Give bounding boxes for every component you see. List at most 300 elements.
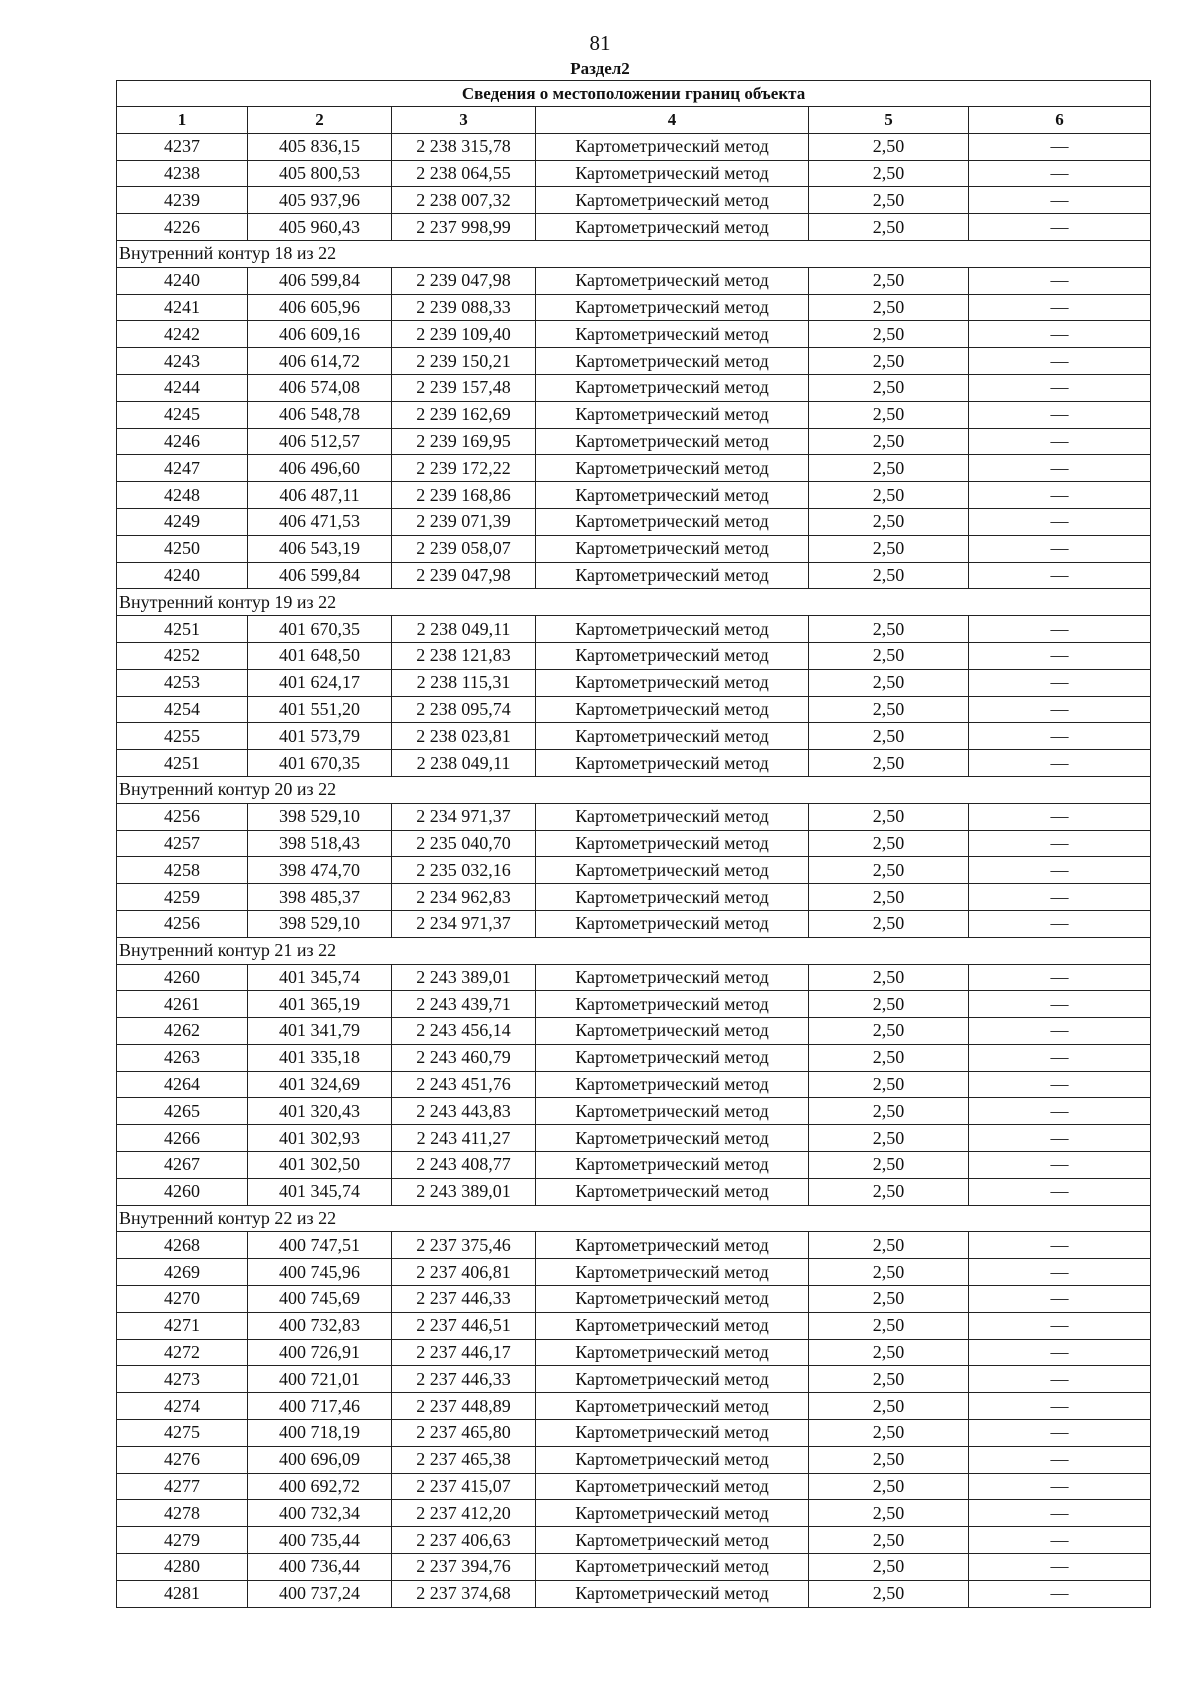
y-coordinate-cell: 2 238 049,11	[392, 750, 536, 777]
accuracy-cell: 2,50	[809, 1178, 969, 1205]
accuracy-cell: 2,50	[809, 1232, 969, 1259]
point-number-cell: 4274	[117, 1393, 248, 1420]
description-cell: —	[969, 160, 1151, 187]
accuracy-cell: 2,50	[809, 1366, 969, 1393]
table-row	[117, 1312, 1151, 1339]
x-coordinate-cell: 406 471,53	[248, 508, 392, 535]
point-number-cell: 4253	[117, 669, 248, 696]
x-coordinate-cell: 406 599,84	[248, 267, 392, 294]
y-coordinate-cell: 2 237 446,33	[392, 1286, 536, 1313]
point-number-cell: 4260	[117, 1178, 248, 1205]
y-coordinate-cell: 2 237 394,76	[392, 1554, 536, 1581]
y-coordinate-cell: 2 243 460,79	[392, 1044, 536, 1071]
x-coordinate-cell: 398 529,10	[248, 910, 392, 937]
accuracy-cell: 2,50	[809, 1420, 969, 1447]
accuracy-cell: 2,50	[809, 723, 969, 750]
table-row	[117, 455, 1151, 482]
method-cell: Картометрический метод	[536, 1125, 809, 1152]
description-cell: —	[969, 723, 1151, 750]
description-cell: —	[969, 1554, 1151, 1581]
point-number-cell: 4261	[117, 991, 248, 1018]
accuracy-cell: 2,50	[809, 294, 969, 321]
table-row	[117, 830, 1151, 857]
x-coordinate-cell: 406 543,19	[248, 535, 392, 562]
method-cell: Картометрический метод	[536, 562, 809, 589]
column-header: 5	[809, 107, 969, 134]
description-cell: —	[969, 214, 1151, 241]
y-coordinate-cell: 2 238 095,74	[392, 696, 536, 723]
x-coordinate-cell: 406 487,11	[248, 482, 392, 509]
point-number-cell: 4251	[117, 750, 248, 777]
description-cell: —	[969, 910, 1151, 937]
method-cell: Картометрический метод	[536, 750, 809, 777]
point-number-cell: 4252	[117, 642, 248, 669]
point-number-cell: 4263	[117, 1044, 248, 1071]
description-cell: —	[969, 455, 1151, 482]
contour-header-row	[117, 589, 1151, 616]
point-number-cell: 4240	[117, 562, 248, 589]
point-number-cell: 4275	[117, 1420, 248, 1447]
table-row	[117, 964, 1151, 991]
method-cell: Картометрический метод	[536, 1554, 809, 1581]
method-cell: Картометрический метод	[536, 830, 809, 857]
point-number-cell: 4257	[117, 830, 248, 857]
table-row	[117, 1071, 1151, 1098]
accuracy-cell: 2,50	[809, 401, 969, 428]
column-header: 4	[536, 107, 809, 134]
description-cell: —	[969, 1018, 1151, 1045]
description-cell: —	[969, 1366, 1151, 1393]
description-cell: —	[969, 1420, 1151, 1447]
point-number-cell: 4270	[117, 1286, 248, 1313]
method-cell: Картометрический метод	[536, 1098, 809, 1125]
description-cell: —	[969, 964, 1151, 991]
accuracy-cell: 2,50	[809, 374, 969, 401]
accuracy-cell: 2,50	[809, 1580, 969, 1607]
y-coordinate-cell: 2 243 451,76	[392, 1071, 536, 1098]
x-coordinate-cell: 400 717,46	[248, 1393, 392, 1420]
x-coordinate-cell: 400 721,01	[248, 1366, 392, 1393]
x-coordinate-cell: 405 836,15	[248, 133, 392, 160]
method-cell: Картометрический метод	[536, 348, 809, 375]
accuracy-cell: 2,50	[809, 750, 969, 777]
description-cell: —	[969, 1473, 1151, 1500]
method-cell: Картометрический метод	[536, 616, 809, 643]
contour-header-row	[117, 1205, 1151, 1232]
y-coordinate-cell: 2 239 150,21	[392, 348, 536, 375]
y-coordinate-cell: 2 234 962,83	[392, 884, 536, 911]
x-coordinate-cell: 406 599,84	[248, 562, 392, 589]
method-cell: Картометрический метод	[536, 1259, 809, 1286]
method-cell: Картометрический метод	[536, 1312, 809, 1339]
y-coordinate-cell: 2 234 971,37	[392, 910, 536, 937]
contour-header-row	[117, 240, 1151, 267]
method-cell: Картометрический метод	[536, 455, 809, 482]
page-number: 81	[589, 31, 611, 55]
accuracy-cell: 2,50	[809, 1312, 969, 1339]
description-cell: —	[969, 267, 1151, 294]
description-cell: —	[969, 321, 1151, 348]
table-row	[117, 1473, 1151, 1500]
y-coordinate-cell: 2 234 971,37	[392, 803, 536, 830]
x-coordinate-cell: 406 614,72	[248, 348, 392, 375]
contour-label: Внутренний контур 20 из 22	[117, 776, 1151, 803]
description-cell: —	[969, 857, 1151, 884]
x-coordinate-cell: 401 341,79	[248, 1018, 392, 1045]
method-cell: Картометрический метод	[536, 1473, 809, 1500]
method-cell: Картометрический метод	[536, 669, 809, 696]
x-coordinate-cell: 400 735,44	[248, 1527, 392, 1554]
point-number-cell: 4249	[117, 508, 248, 535]
description-cell: —	[969, 830, 1151, 857]
point-number-cell: 4247	[117, 455, 248, 482]
accuracy-cell: 2,50	[809, 187, 969, 214]
accuracy-cell: 2,50	[809, 1554, 969, 1581]
point-number-cell: 4277	[117, 1473, 248, 1500]
method-cell: Картометрический метод	[536, 857, 809, 884]
accuracy-cell: 2,50	[809, 1446, 969, 1473]
description-cell: —	[969, 482, 1151, 509]
y-coordinate-cell: 2 243 389,01	[392, 1178, 536, 1205]
point-number-cell: 4256	[117, 910, 248, 937]
accuracy-cell: 2,50	[809, 455, 969, 482]
point-number-cell: 4243	[117, 348, 248, 375]
accuracy-cell: 2,50	[809, 562, 969, 589]
contour-label: Внутренний контур 18 из 22	[117, 240, 1151, 267]
y-coordinate-cell: 2 237 415,07	[392, 1473, 536, 1500]
description-cell: —	[969, 187, 1151, 214]
point-number-cell: 4226	[117, 214, 248, 241]
y-coordinate-cell: 2 243 411,27	[392, 1125, 536, 1152]
x-coordinate-cell: 400 732,34	[248, 1500, 392, 1527]
table-row	[117, 1500, 1151, 1527]
point-number-cell: 4279	[117, 1527, 248, 1554]
x-coordinate-cell: 401 320,43	[248, 1098, 392, 1125]
contour-label: Внутренний контур 19 из 22	[117, 589, 1151, 616]
y-coordinate-cell: 2 243 408,77	[392, 1152, 536, 1179]
accuracy-cell: 2,50	[809, 214, 969, 241]
column-number-row	[117, 107, 1151, 134]
method-cell: Картометрический метод	[536, 508, 809, 535]
table-row	[117, 428, 1151, 455]
column-header: 3	[392, 107, 536, 134]
method-cell: Картометрический метод	[536, 1178, 809, 1205]
method-cell: Картометрический метод	[536, 1500, 809, 1527]
description-cell: —	[969, 1152, 1151, 1179]
description-cell: —	[969, 348, 1151, 375]
x-coordinate-cell: 398 518,43	[248, 830, 392, 857]
accuracy-cell: 2,50	[809, 1071, 969, 1098]
table-row	[117, 1580, 1151, 1607]
table-row	[117, 723, 1151, 750]
description-cell: —	[969, 374, 1151, 401]
method-cell: Картометрический метод	[536, 187, 809, 214]
point-number-cell: 4241	[117, 294, 248, 321]
point-number-cell: 4271	[117, 1312, 248, 1339]
method-cell: Картометрический метод	[536, 642, 809, 669]
point-number-cell: 4265	[117, 1098, 248, 1125]
method-cell: Картометрический метод	[536, 401, 809, 428]
table-row	[117, 133, 1151, 160]
accuracy-cell: 2,50	[809, 1286, 969, 1313]
x-coordinate-cell: 400 726,91	[248, 1339, 392, 1366]
accuracy-cell: 2,50	[809, 964, 969, 991]
table-row	[117, 1527, 1151, 1554]
x-coordinate-cell: 401 670,35	[248, 750, 392, 777]
description-cell: —	[969, 428, 1151, 455]
table-row	[117, 508, 1151, 535]
description-cell: —	[969, 1312, 1151, 1339]
method-cell: Картометрический метод	[536, 294, 809, 321]
table-row	[117, 1339, 1151, 1366]
y-coordinate-cell: 2 237 412,20	[392, 1500, 536, 1527]
point-number-cell: 4238	[117, 160, 248, 187]
y-coordinate-cell: 2 237 446,51	[392, 1312, 536, 1339]
table-row	[117, 1125, 1151, 1152]
description-cell: —	[969, 803, 1151, 830]
accuracy-cell: 2,50	[809, 1500, 969, 1527]
point-number-cell: 4278	[117, 1500, 248, 1527]
point-number-cell: 4264	[117, 1071, 248, 1098]
y-coordinate-cell: 2 239 047,98	[392, 562, 536, 589]
y-coordinate-cell: 2 239 157,48	[392, 374, 536, 401]
x-coordinate-cell: 406 605,96	[248, 294, 392, 321]
accuracy-cell: 2,50	[809, 1098, 969, 1125]
description-cell: —	[969, 133, 1151, 160]
description-cell: —	[969, 508, 1151, 535]
table-row	[117, 267, 1151, 294]
method-cell: Картометрический метод	[536, 696, 809, 723]
description-cell: —	[969, 1527, 1151, 1554]
y-coordinate-cell: 2 238 121,83	[392, 642, 536, 669]
method-cell: Картометрический метод	[536, 1018, 809, 1045]
x-coordinate-cell: 406 548,78	[248, 401, 392, 428]
x-coordinate-cell: 401 365,19	[248, 991, 392, 1018]
x-coordinate-cell: 400 696,09	[248, 1446, 392, 1473]
method-cell: Картометрический метод	[536, 214, 809, 241]
method-cell: Картометрический метод	[536, 1420, 809, 1447]
table-header	[117, 81, 1151, 134]
table-body	[117, 133, 1151, 1607]
method-cell: Картометрический метод	[536, 160, 809, 187]
table-row	[117, 1420, 1151, 1447]
y-coordinate-cell: 2 238 049,11	[392, 616, 536, 643]
point-number-cell: 4258	[117, 857, 248, 884]
point-number-cell: 4251	[117, 616, 248, 643]
y-coordinate-cell: 2 235 032,16	[392, 857, 536, 884]
x-coordinate-cell: 401 302,50	[248, 1152, 392, 1179]
description-cell: —	[969, 1500, 1151, 1527]
x-coordinate-cell: 405 960,43	[248, 214, 392, 241]
description-cell: —	[969, 1393, 1151, 1420]
y-coordinate-cell: 2 239 058,07	[392, 535, 536, 562]
accuracy-cell: 2,50	[809, 1259, 969, 1286]
y-coordinate-cell: 2 237 448,89	[392, 1393, 536, 1420]
table-row	[117, 482, 1151, 509]
y-coordinate-cell: 2 243 439,71	[392, 991, 536, 1018]
method-cell: Картометрический метод	[536, 910, 809, 937]
point-number-cell: 4254	[117, 696, 248, 723]
description-cell: —	[969, 669, 1151, 696]
y-coordinate-cell: 2 237 465,80	[392, 1420, 536, 1447]
method-cell: Картометрический метод	[536, 1446, 809, 1473]
table-row	[117, 321, 1151, 348]
y-coordinate-cell: 2 237 446,17	[392, 1339, 536, 1366]
contour-label: Внутренний контур 22 из 22	[117, 1205, 1151, 1232]
accuracy-cell: 2,50	[809, 669, 969, 696]
method-cell: Картометрический метод	[536, 1580, 809, 1607]
x-coordinate-cell: 405 800,53	[248, 160, 392, 187]
point-number-cell: 4255	[117, 723, 248, 750]
method-cell: Картометрический метод	[536, 1527, 809, 1554]
x-coordinate-cell: 400 736,44	[248, 1554, 392, 1581]
x-coordinate-cell: 401 335,18	[248, 1044, 392, 1071]
description-cell: —	[969, 616, 1151, 643]
description-cell: —	[969, 1259, 1151, 1286]
x-coordinate-cell: 400 732,83	[248, 1312, 392, 1339]
table-row	[117, 1366, 1151, 1393]
x-coordinate-cell: 401 551,20	[248, 696, 392, 723]
point-number-cell: 4273	[117, 1366, 248, 1393]
y-coordinate-cell: 2 238 007,32	[392, 187, 536, 214]
method-cell: Картометрический метод	[536, 803, 809, 830]
table-row	[117, 401, 1151, 428]
description-cell: —	[969, 1098, 1151, 1125]
accuracy-cell: 2,50	[809, 803, 969, 830]
contour-header-row	[117, 937, 1151, 964]
table-row	[117, 1152, 1151, 1179]
accuracy-cell: 2,50	[809, 1527, 969, 1554]
accuracy-cell: 2,50	[809, 133, 969, 160]
table-row	[117, 1232, 1151, 1259]
accuracy-cell: 2,50	[809, 348, 969, 375]
description-cell: —	[969, 1232, 1151, 1259]
point-number-cell: 4266	[117, 1125, 248, 1152]
y-coordinate-cell: 2 243 389,01	[392, 964, 536, 991]
x-coordinate-cell: 400 692,72	[248, 1473, 392, 1500]
table-row	[117, 1098, 1151, 1125]
table-row	[117, 1018, 1151, 1045]
accuracy-cell: 2,50	[809, 1339, 969, 1366]
method-cell: Картометрический метод	[536, 1152, 809, 1179]
table-row	[117, 616, 1151, 643]
point-number-cell: 4239	[117, 187, 248, 214]
y-coordinate-cell: 2 239 047,98	[392, 267, 536, 294]
method-cell: Картометрический метод	[536, 964, 809, 991]
description-cell: —	[969, 1178, 1151, 1205]
x-coordinate-cell: 406 512,57	[248, 428, 392, 455]
accuracy-cell: 2,50	[809, 428, 969, 455]
accuracy-cell: 2,50	[809, 508, 969, 535]
y-coordinate-cell: 2 243 456,14	[392, 1018, 536, 1045]
method-cell: Картометрический метод	[536, 1339, 809, 1366]
accuracy-cell: 2,50	[809, 1018, 969, 1045]
description-cell: —	[969, 1286, 1151, 1313]
table-row	[117, 187, 1151, 214]
table-row	[117, 857, 1151, 884]
table-row	[117, 910, 1151, 937]
table-row	[117, 1044, 1151, 1071]
accuracy-cell: 2,50	[809, 1393, 969, 1420]
y-coordinate-cell: 2 237 375,46	[392, 1232, 536, 1259]
accuracy-cell: 2,50	[809, 321, 969, 348]
y-coordinate-cell: 2 243 443,83	[392, 1098, 536, 1125]
accuracy-cell: 2,50	[809, 991, 969, 1018]
description-cell: —	[969, 294, 1151, 321]
table-row	[117, 991, 1151, 1018]
y-coordinate-cell: 2 235 040,70	[392, 830, 536, 857]
table-row	[117, 374, 1151, 401]
description-cell: —	[969, 696, 1151, 723]
x-coordinate-cell: 406 496,60	[248, 455, 392, 482]
accuracy-cell: 2,50	[809, 857, 969, 884]
method-cell: Картометрический метод	[536, 1393, 809, 1420]
x-coordinate-cell: 401 573,79	[248, 723, 392, 750]
point-number-cell: 4248	[117, 482, 248, 509]
contour-label: Внутренний контур 21 из 22	[117, 937, 1151, 964]
coordinates-table	[116, 80, 1151, 1608]
point-number-cell: 4281	[117, 1580, 248, 1607]
description-cell: —	[969, 401, 1151, 428]
x-coordinate-cell: 398 474,70	[248, 857, 392, 884]
table-row	[117, 160, 1151, 187]
method-cell: Картометрический метод	[536, 374, 809, 401]
method-cell: Картометрический метод	[536, 133, 809, 160]
table-row	[117, 1554, 1151, 1581]
method-cell: Картометрический метод	[536, 723, 809, 750]
x-coordinate-cell: 401 648,50	[248, 642, 392, 669]
point-number-cell: 4242	[117, 321, 248, 348]
table-row	[117, 1446, 1151, 1473]
accuracy-cell: 2,50	[809, 1044, 969, 1071]
accuracy-cell: 2,50	[809, 482, 969, 509]
description-cell: —	[969, 1580, 1151, 1607]
section-title: Раздел2	[570, 59, 630, 78]
table-row	[117, 642, 1151, 669]
x-coordinate-cell: 401 302,93	[248, 1125, 392, 1152]
table-row	[117, 1286, 1151, 1313]
point-number-cell: 4250	[117, 535, 248, 562]
x-coordinate-cell: 401 345,74	[248, 1178, 392, 1205]
contour-header-row	[117, 776, 1151, 803]
point-number-cell: 4260	[117, 964, 248, 991]
x-coordinate-cell: 400 745,69	[248, 1286, 392, 1313]
y-coordinate-cell: 2 238 315,78	[392, 133, 536, 160]
method-cell: Картометрический метод	[536, 1232, 809, 1259]
x-coordinate-cell: 401 670,35	[248, 616, 392, 643]
accuracy-cell: 2,50	[809, 1473, 969, 1500]
method-cell: Картометрический метод	[536, 1286, 809, 1313]
accuracy-cell: 2,50	[809, 910, 969, 937]
method-cell: Картометрический метод	[536, 1366, 809, 1393]
accuracy-cell: 2,50	[809, 830, 969, 857]
column-header: 1	[117, 107, 248, 134]
column-header: 6	[969, 107, 1151, 134]
y-coordinate-cell: 2 239 162,69	[392, 401, 536, 428]
x-coordinate-cell: 406 574,08	[248, 374, 392, 401]
y-coordinate-cell: 2 237 998,99	[392, 214, 536, 241]
table-row	[117, 803, 1151, 830]
description-cell: —	[969, 750, 1151, 777]
accuracy-cell: 2,50	[809, 884, 969, 911]
x-coordinate-cell: 400 737,24	[248, 1580, 392, 1607]
method-cell: Картометрический метод	[536, 428, 809, 455]
x-coordinate-cell: 401 324,69	[248, 1071, 392, 1098]
y-coordinate-cell: 2 237 374,68	[392, 1580, 536, 1607]
column-header: 2	[248, 107, 392, 134]
description-cell: —	[969, 884, 1151, 911]
accuracy-cell: 2,50	[809, 1152, 969, 1179]
